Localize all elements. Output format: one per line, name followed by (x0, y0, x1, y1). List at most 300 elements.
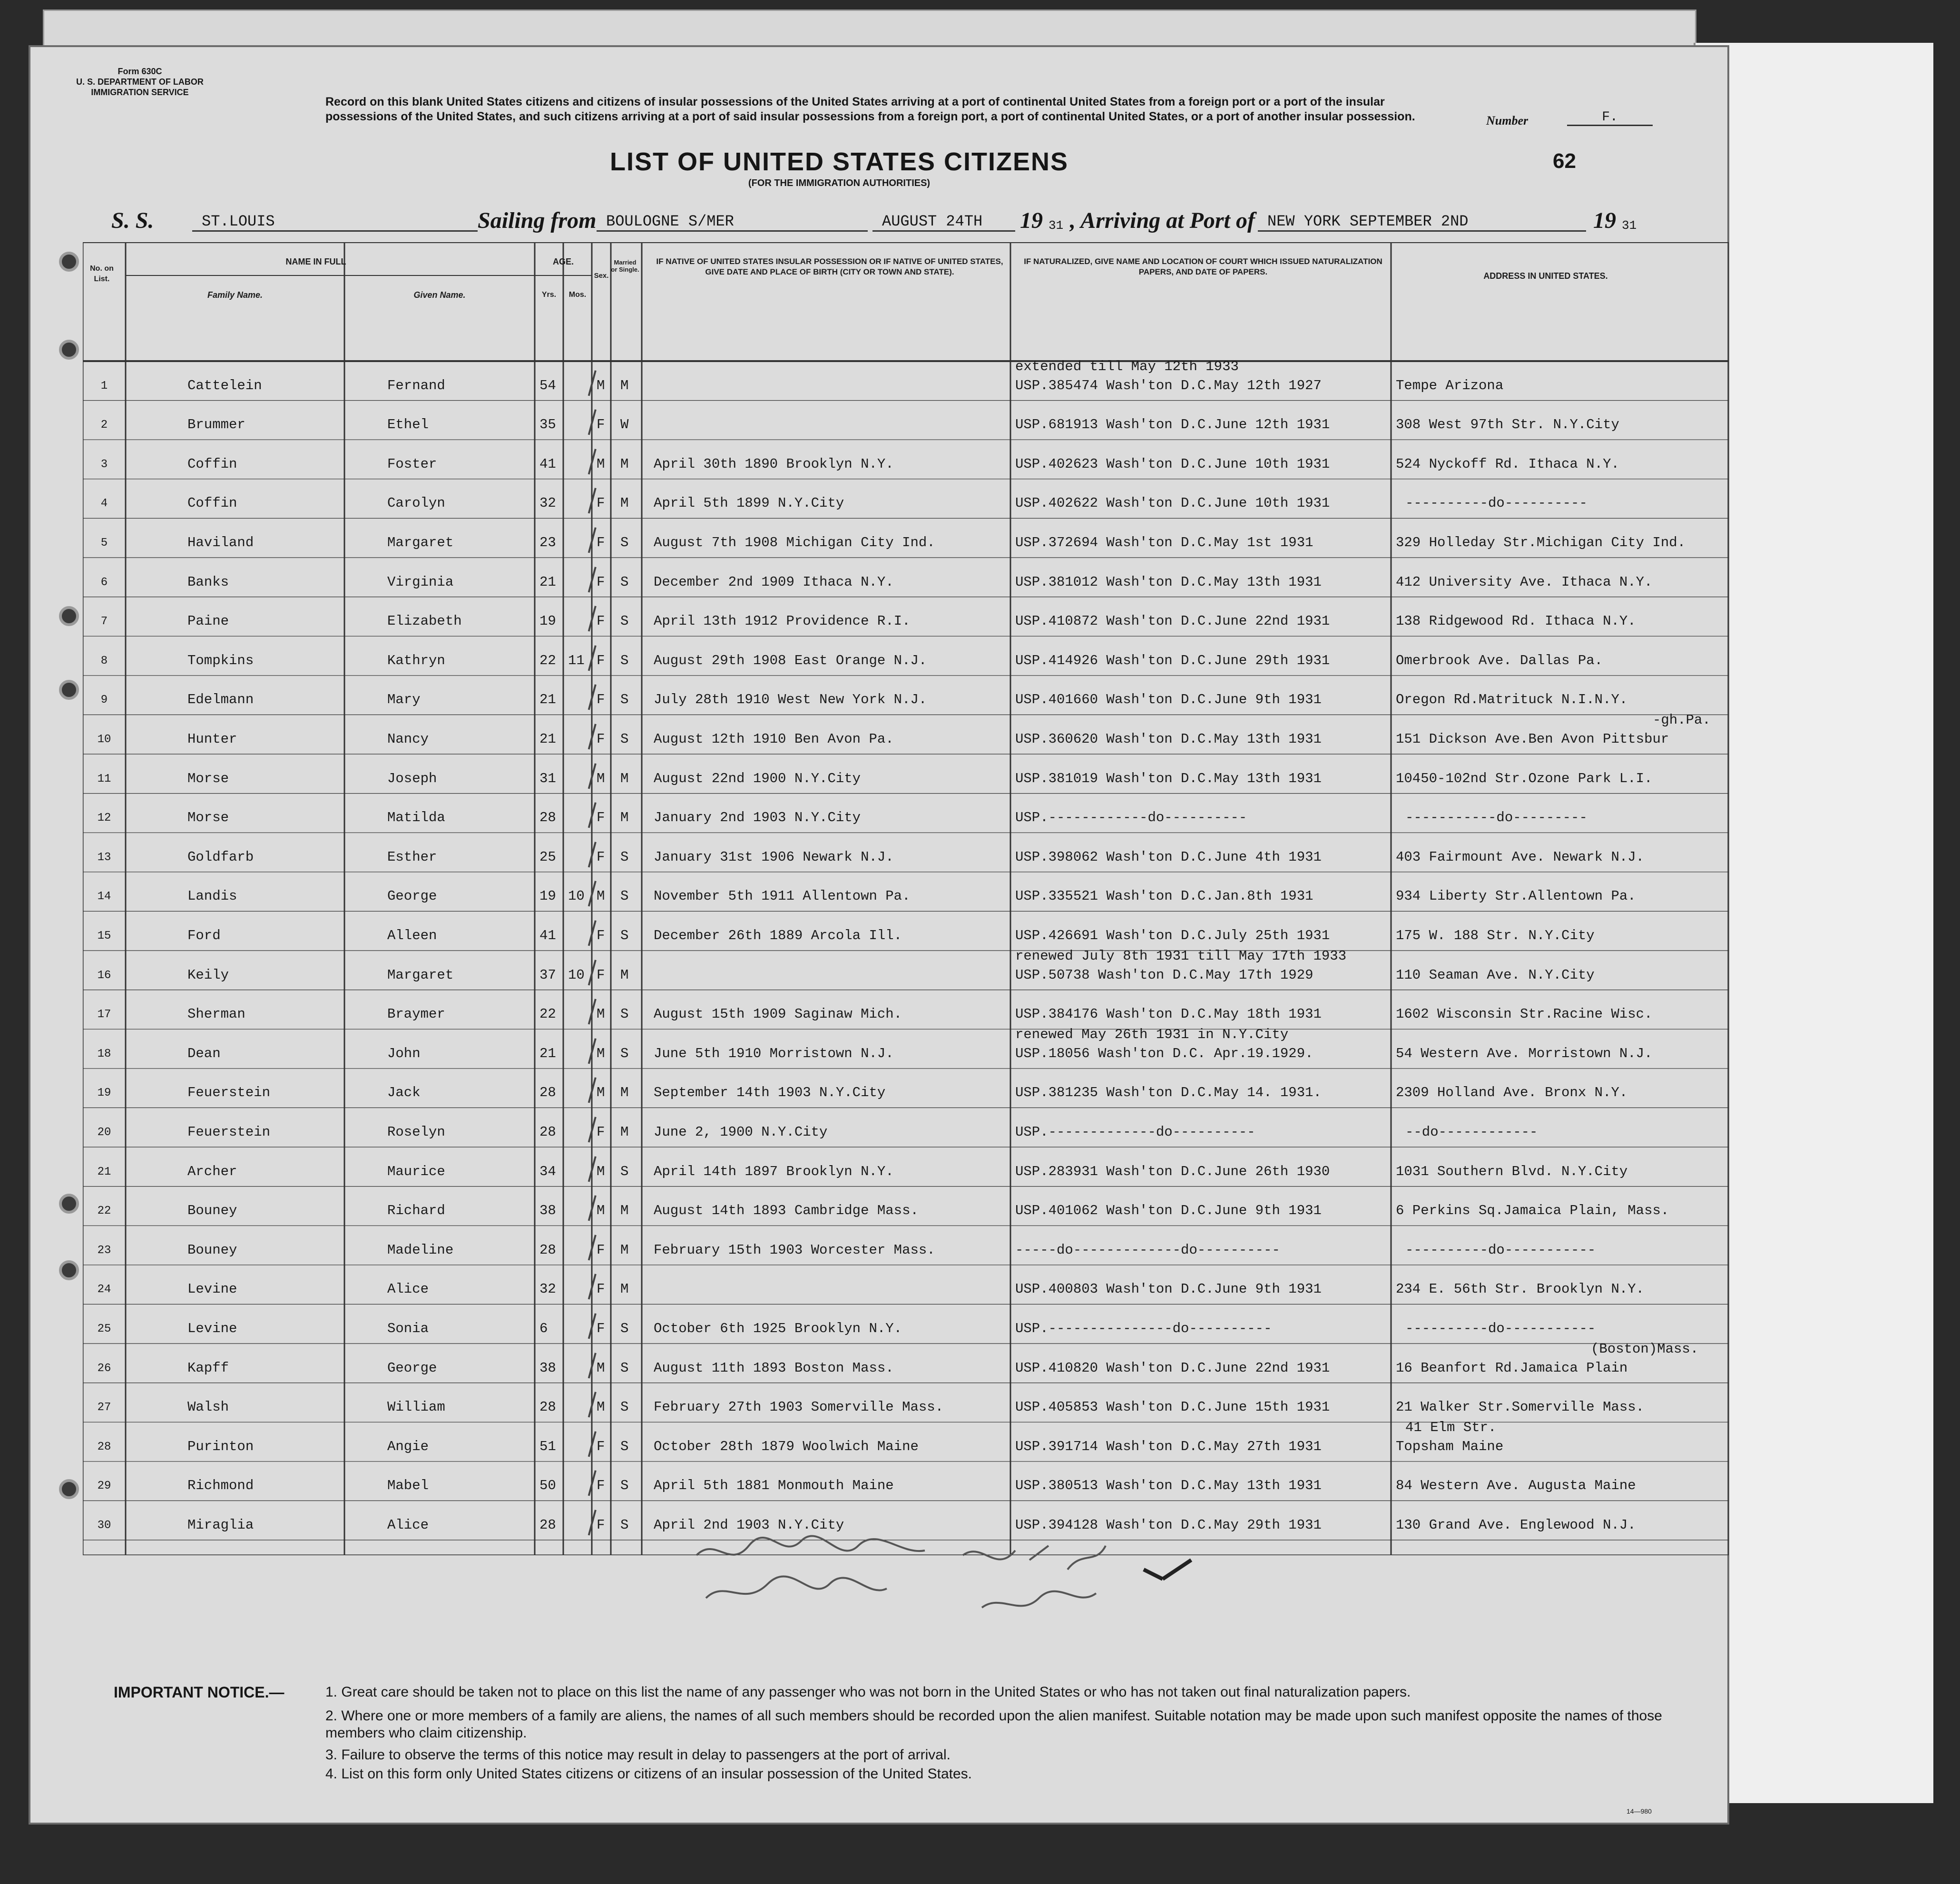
birth-info: April 30th 1890 Brooklyn N.Y. (654, 456, 894, 472)
naturalization-papers: USP.335521 Wash'ton D.C.Jan.8th 1931 (1015, 888, 1313, 904)
sail-year: 31 (1049, 218, 1064, 233)
sex: M (597, 1360, 605, 1376)
naturalization-papers: USP.391714 Wash'ton D.C.May 27th 1931 (1015, 1438, 1322, 1454)
given-name: Jack (387, 1085, 421, 1101)
given-name: Angie (387, 1438, 429, 1454)
col-address: ADDRESS IN UNITED STATES. (1483, 271, 1608, 281)
address: Tempe Arizona (1396, 377, 1504, 393)
page-number: 62 (1553, 149, 1576, 173)
sex: F (597, 1517, 605, 1533)
marital-status: S (620, 692, 629, 708)
age-years: 38 (539, 1360, 556, 1376)
age-years: 28 (539, 1242, 556, 1258)
form-number: Form 630C (118, 67, 162, 76)
age-months: 10 (568, 967, 585, 983)
marital-status: S (620, 1438, 629, 1454)
address-note: 41 Elm Str. (1405, 1419, 1497, 1435)
address: --do------------ (1405, 1124, 1538, 1140)
naturalization-papers: USP.385474 Wash'ton D.C.May 12th 1927 (1015, 377, 1322, 393)
address: 16 Beanfort Rd.Jamaica Plain (1396, 1360, 1628, 1376)
marital-status: M (620, 770, 629, 786)
given-name: Sonia (387, 1321, 429, 1336)
family-name: Tompkins (187, 652, 254, 668)
notice-item-3: 3. Failure to observe the terms of this notice may result in delay to passengers at the port of arrival. (325, 1747, 951, 1763)
number-value: F. (1567, 110, 1653, 126)
sex: F (597, 574, 605, 590)
row-number: 6 (100, 576, 108, 589)
notice-title: IMPORTANT NOTICE.— (114, 1684, 284, 1701)
sex: F (597, 849, 605, 865)
marital-status: W (620, 417, 629, 433)
sex: M (597, 1006, 605, 1022)
instructions: Record on this blank United States citizens and citizens of insular possessions of the United States arriving at a port of continental United States from a foreign port or a port of the insular possessions of the United States, and such citizens arriving at a port of said insular possessions from a foreign port, a port of continental United States, or a port of another insular possession. (325, 95, 1415, 123)
col-given: Given Name. (413, 290, 466, 300)
address: 1031 Southern Blvd. N.Y.City (1396, 1163, 1628, 1179)
birth-info: October 28th 1879 Woolwich Maine (654, 1438, 919, 1454)
family-name: Morse (187, 770, 229, 786)
birth-info: April 13th 1912 Providence R.I. (654, 613, 911, 629)
age-years: 22 (539, 1006, 556, 1022)
naturalization-papers: USP.-------------do---------- (1015, 1124, 1255, 1140)
address: 151 Dickson Ave.Ben Avon Pittsbur (1396, 731, 1669, 747)
marital-status: S (620, 1045, 629, 1061)
family-name: Keily (187, 967, 229, 983)
marital-status: M (620, 1203, 629, 1219)
given-name: Fernand (387, 377, 445, 393)
given-name: Nancy (387, 731, 429, 747)
marital-status: M (620, 1085, 629, 1101)
sex: F (597, 495, 605, 511)
department: U. S. DEPARTMENT OF LABOR (76, 77, 204, 87)
punch-hole (59, 1260, 79, 1280)
row-number: 24 (97, 1283, 111, 1296)
row-number: 11 (97, 772, 111, 785)
given-name: Ethel (387, 417, 429, 433)
ship-name: ST.LOUIS (192, 213, 478, 232)
row-number: 9 (100, 694, 108, 707)
row-number: 29 (97, 1480, 111, 1493)
address: 138 Ridgewood Rd. Ithaca N.Y. (1396, 613, 1636, 629)
naturalization-papers: USP.360620 Wash'ton D.C.May 13th 1931 (1015, 731, 1322, 747)
given-name: Margaret (387, 535, 454, 550)
family-name: Ford (187, 928, 221, 943)
address: ----------do---------- (1405, 495, 1588, 511)
marital-status: M (620, 456, 629, 472)
marital-status: M (620, 810, 629, 826)
birth-info: April 2nd 1903 N.Y.City (654, 1517, 844, 1533)
given-name: Elizabeth (387, 613, 462, 629)
age-years: 50 (539, 1478, 556, 1494)
row-number: 28 (97, 1440, 111, 1453)
sex: F (597, 692, 605, 708)
family-name: Levine (187, 1281, 237, 1297)
family-name: Coffin (187, 456, 237, 472)
marital-status: S (620, 888, 629, 904)
sex: F (597, 1242, 605, 1258)
address: 934 Liberty Str.Allentown Pa. (1396, 888, 1636, 904)
naturalization-papers: USP.410820 Wash'ton D.C.June 22nd 1931 (1015, 1360, 1330, 1376)
age-years: 31 (539, 770, 556, 786)
row-number: 30 (97, 1519, 111, 1532)
given-name: Braymer (387, 1006, 445, 1022)
given-name: William (387, 1399, 445, 1415)
inspector-signature (687, 1527, 1210, 1650)
year-prefix: 19 (1020, 208, 1043, 233)
col-married: Married or Single. (611, 259, 639, 273)
form-identifier (59, 66, 221, 98)
row-number: 23 (97, 1244, 111, 1257)
row-number: 25 (97, 1323, 111, 1335)
sex: F (597, 613, 605, 629)
address: 412 University Ave. Ithaca N.Y. (1396, 574, 1653, 590)
sex: M (597, 1203, 605, 1219)
given-name: Alleen (387, 928, 437, 943)
marital-status: S (620, 1399, 629, 1415)
family-name: Richmond (187, 1478, 254, 1494)
manifest-sheet (29, 45, 1729, 1825)
family-name: Miraglia (187, 1517, 254, 1533)
sex: F (597, 810, 605, 826)
birth-info: November 5th 1911 Allentown Pa. (654, 888, 911, 904)
age-years: 37 (539, 967, 556, 983)
naturalization-papers: USP.384176 Wash'ton D.C.May 18th 1931 (1015, 1006, 1322, 1022)
naturalization-papers: USP.380513 Wash'ton D.C.May 13th 1931 (1015, 1478, 1322, 1494)
marital-status: M (620, 1124, 629, 1140)
naturalization-papers: USP.426691 Wash'ton D.C.July 25th 1931 (1015, 928, 1330, 943)
naturalization-papers: USP.------------do---------- (1015, 810, 1247, 826)
row-number: 8 (100, 654, 108, 667)
marital-status: S (620, 1360, 629, 1376)
marital-status: S (620, 1163, 629, 1179)
col-name-in-full: NAME IN FULL (285, 257, 346, 266)
age-years: 41 (539, 456, 556, 472)
address: 21 Walker Str.Somerville Mass. (1396, 1399, 1645, 1415)
age-years: 22 (539, 652, 556, 668)
marital-status: S (620, 928, 629, 943)
address: 234 E. 56th Str. Brooklyn N.Y. (1396, 1281, 1645, 1297)
given-name: Alice (387, 1517, 429, 1533)
birth-info: September 14th 1903 N.Y.City (654, 1085, 886, 1101)
address: 2309 Holland Ave. Bronx N.Y. (1396, 1085, 1628, 1101)
birth-info: December 2nd 1909 Ithaca N.Y. (654, 574, 894, 590)
family-name: Archer (187, 1163, 237, 1179)
sex: F (597, 731, 605, 747)
age-years: 34 (539, 1163, 556, 1179)
age-years: 28 (539, 810, 556, 826)
sail-date: AUGUST 24TH (872, 213, 1015, 232)
given-name: Virginia (387, 574, 454, 590)
arriving-label: , Arriving at Port of (1070, 208, 1255, 233)
col-age: AGE. (552, 257, 574, 266)
address: 329 Holleday Str.Michigan City Ind. (1396, 535, 1686, 550)
age-years: 54 (539, 377, 556, 393)
given-name: Carolyn (387, 495, 445, 511)
notice-item-2: 2. Where one or more members of a family are aliens, the names of all such members should be recorded upon the alien manifest. Suitable notation may be made upon such manifest opposite the names of those members who claim citizenship. (325, 1708, 1662, 1741)
address: 10450-102nd Str.Ozone Park L.I. (1396, 770, 1653, 786)
given-name: Mary (387, 692, 421, 708)
row-number: 21 (97, 1165, 111, 1178)
row-number: 17 (97, 1008, 111, 1021)
notice-item-1: 1. Great care should be taken not to place on this list the name of any passenger who was not born in the United States or who has not taken out final naturalization papers. (325, 1684, 1411, 1700)
birth-info: January 31st 1906 Newark N.J. (654, 849, 894, 865)
address: 175 W. 188 Str. N.Y.City (1396, 928, 1595, 943)
age-years: 19 (539, 888, 556, 904)
birth-info: August 7th 1908 Michigan City Ind. (654, 535, 935, 550)
family-name: Haviland (187, 535, 254, 550)
address: 110 Seaman Ave. N.Y.City (1396, 967, 1595, 983)
age-years: 32 (539, 495, 556, 511)
address: 54 Western Ave. Morristown N.J. (1396, 1045, 1653, 1061)
row-number: 5 (100, 537, 108, 550)
col-mos: Mos. (568, 291, 587, 299)
birth-info: February 27th 1903 Somerville Mass. (654, 1399, 944, 1415)
family-name: Feuerstein (187, 1124, 271, 1140)
address: Topsham Maine (1396, 1438, 1504, 1454)
naturalization-note: extended till May 12th 1933 (1015, 358, 1239, 374)
sex: F (597, 1478, 605, 1494)
birth-info: July 28th 1910 West New York N.J. (654, 692, 927, 708)
punch-hole (59, 340, 79, 360)
sailing-label: Sailing from (478, 208, 597, 233)
naturalization-papers: USP.394128 Wash'ton D.C.May 29th 1931 (1015, 1517, 1322, 1533)
naturalization-papers: -----do-------------do---------- (1015, 1242, 1280, 1258)
naturalization-papers: USP.405853 Wash'ton D.C.June 15th 1931 (1015, 1399, 1330, 1415)
punch-hole (59, 252, 79, 272)
row-number: 10 (97, 733, 111, 746)
age-years: 21 (539, 731, 556, 747)
sex: F (597, 417, 605, 433)
given-name: Maurice (387, 1163, 445, 1179)
row-number: 15 (97, 930, 111, 942)
birth-info: June 2, 1900 N.Y.City (654, 1124, 828, 1140)
row-number: 22 (97, 1205, 111, 1218)
age-years: 28 (539, 1085, 556, 1101)
given-name: Mabel (387, 1478, 429, 1494)
birth-info: August 29th 1908 East Orange N.J. (654, 652, 927, 668)
family-name: Walsh (187, 1399, 229, 1415)
address-note: (Boston)Mass. (1591, 1341, 1699, 1357)
naturalization-papers: USP.18056 Wash'ton D.C. Apr.19.1929. (1015, 1045, 1313, 1061)
page-subtitle: (FOR THE IMMIGRATION AUTHORITIES) (748, 178, 931, 188)
birth-info: April 5th 1881 Monmouth Maine (654, 1478, 894, 1494)
age-years: 28 (539, 1399, 556, 1415)
sex: F (597, 1124, 605, 1140)
sex: M (597, 888, 605, 904)
row-number: 7 (100, 615, 108, 628)
birth-info: August 15th 1909 Saginaw Mich. (654, 1006, 902, 1022)
birth-info: April 14th 1897 Brooklyn N.Y. (654, 1163, 894, 1179)
sex: M (597, 1399, 605, 1415)
address: 6 Perkins Sq.Jamaica Plain, Mass. (1396, 1203, 1669, 1219)
age-years: 21 (539, 1045, 556, 1061)
age-years: 25 (539, 849, 556, 865)
age-years: 19 (539, 613, 556, 629)
age-years: 51 (539, 1438, 556, 1454)
given-name: Madeline (387, 1242, 454, 1258)
marital-status: S (620, 849, 629, 865)
birth-info: February 15th 1903 Worcester Mass. (654, 1242, 935, 1258)
col-naturalized: IF NATURALIZED, GIVE NAME AND LOCATION OF COURT WHICH ISSUED NATURALIZATION PAPERS, AND DATE OF PAPERS. (1024, 257, 1382, 276)
family-name: Kapff (187, 1360, 229, 1376)
sex: M (597, 770, 605, 786)
birth-info: August 14th 1893 Cambridge Mass. (654, 1203, 919, 1219)
marital-status: S (620, 731, 629, 747)
age-years: 41 (539, 928, 556, 943)
punch-hole (59, 1194, 79, 1214)
sex: M (597, 1045, 605, 1061)
sex: M (597, 1085, 605, 1101)
given-name: Margaret (387, 967, 454, 983)
given-name: Joseph (387, 770, 437, 786)
birth-info: June 5th 1910 Morristown N.J. (654, 1045, 894, 1061)
age-years: 28 (539, 1124, 556, 1140)
birth-info: December 26th 1889 Arcola Ill. (654, 928, 902, 943)
sex: M (597, 377, 605, 393)
age-years: 21 (539, 692, 556, 708)
marital-status: S (620, 535, 629, 550)
family-name: Coffin (187, 495, 237, 511)
given-name: Foster (387, 456, 437, 472)
address: ----------do----------- (1405, 1321, 1596, 1336)
naturalization-papers: USP.681913 Wash'ton D.C.June 12th 1931 (1015, 417, 1330, 433)
family-name: Brummer (187, 417, 245, 433)
age-years: 23 (539, 535, 556, 550)
marital-status: S (620, 1478, 629, 1494)
family-name: Edelmann (187, 692, 254, 708)
given-name: John (387, 1045, 421, 1061)
family-name: Dean (187, 1045, 221, 1061)
family-name: Hunter (187, 731, 237, 747)
notice-item-4: 4. List on this form only United States citizens or citizens of an insular possession of the United States. (325, 1766, 972, 1782)
naturalization-papers: USP.381019 Wash'ton D.C.May 13th 1931 (1015, 770, 1322, 786)
family-name: Paine (187, 613, 229, 629)
age-years: 35 (539, 417, 556, 433)
ss-label: S. S. (111, 208, 154, 233)
col-sex: Sex. (594, 272, 609, 280)
birth-info: August 11th 1893 Boston Mass. (654, 1360, 894, 1376)
birth-info: August 22nd 1900 N.Y.City (654, 770, 861, 786)
family-name: Landis (187, 888, 237, 904)
naturalization-papers: USP.---------------do---------- (1015, 1321, 1272, 1336)
row-number: 19 (97, 1087, 111, 1100)
given-name: Kathryn (387, 652, 445, 668)
given-name: Esther (387, 849, 437, 865)
naturalization-papers: USP.50738 Wash'ton D.C.May 17th 1929 (1015, 967, 1313, 983)
naturalization-papers: USP.401660 Wash'ton D.C.June 9th 1931 (1015, 692, 1322, 708)
birth-info: January 2nd 1903 N.Y.City (654, 810, 861, 826)
naturalization-papers: USP.414926 Wash'ton D.C.June 29th 1931 (1015, 652, 1330, 668)
address: 524 Nyckoff Rd. Ithaca N.Y. (1396, 456, 1619, 472)
birth-info: October 6th 1925 Brooklyn N.Y. (654, 1321, 902, 1336)
given-name: Alice (387, 1281, 429, 1297)
marital-status: S (620, 574, 629, 590)
naturalization-note: renewed July 8th 1931 till May 17th 1933 (1015, 948, 1347, 964)
naturalization-papers: USP.401062 Wash'ton D.C.June 9th 1931 (1015, 1203, 1322, 1219)
row-number: 13 (97, 851, 111, 864)
marital-status: S (620, 613, 629, 629)
naturalization-papers: USP.381012 Wash'ton D.C.May 13th 1931 (1015, 574, 1322, 590)
naturalization-papers: USP.381235 Wash'ton D.C.May 14. 1931. (1015, 1085, 1322, 1101)
row-number: 4 (100, 497, 108, 510)
age-months: 10 (568, 888, 585, 904)
col-yrs: Yrs. (541, 291, 557, 299)
marital-status: S (620, 1517, 629, 1533)
family-name: Bouney (187, 1203, 237, 1219)
address: 130 Grand Ave. Englewood N.J. (1396, 1517, 1636, 1533)
naturalization-note: renewed May 26th 1931 in N.Y.City (1015, 1026, 1289, 1042)
family-name: Feuerstein (187, 1085, 271, 1101)
punch-hole (59, 1479, 79, 1499)
marital-status: S (620, 652, 629, 668)
marital-status: M (620, 1242, 629, 1258)
punch-hole (59, 606, 79, 626)
arrival-year-prefix: 19 (1593, 208, 1616, 233)
footer-code: 14—980 (1627, 1807, 1652, 1815)
address: 1602 Wisconsin Str.Racine Wisc. (1396, 1006, 1653, 1022)
row-number: 14 (97, 890, 111, 903)
naturalization-papers: USP.402623 Wash'ton D.C.June 10th 1931 (1015, 456, 1330, 472)
naturalization-papers: USP.402622 Wash'ton D.C.June 10th 1931 (1015, 495, 1330, 511)
col-no: No. on List. (90, 265, 114, 283)
age-months: 11 (568, 652, 585, 668)
family-name: Sherman (187, 1006, 245, 1022)
family-name: Bouney (187, 1242, 237, 1258)
family-name: Levine (187, 1321, 237, 1336)
age-years: 6 (539, 1321, 548, 1336)
page-title: LIST OF UNITED STATES CITIZENS (610, 147, 1068, 176)
row-number: 3 (100, 458, 108, 471)
given-name: George (387, 888, 437, 904)
arrival-year: 31 (1622, 218, 1637, 233)
row-number: 16 (97, 969, 111, 982)
address: 403 Fairmount Ave. Newark N.J. (1396, 849, 1645, 865)
naturalization-papers: USP.283931 Wash'ton D.C.June 26th 1930 (1015, 1163, 1330, 1179)
address-note: -gh.Pa. (1653, 712, 1711, 728)
sex: M (597, 1163, 605, 1179)
family-name: Banks (187, 574, 229, 590)
family-name: Goldfarb (187, 849, 254, 865)
naturalization-papers: USP.398062 Wash'ton D.C.June 4th 1931 (1015, 849, 1322, 865)
birth-info: April 5th 1899 N.Y.City (654, 495, 844, 511)
family-name: Cattelein (187, 377, 262, 393)
col-family: Family Name. (207, 290, 263, 300)
marital-status: S (620, 1321, 629, 1336)
sex: F (597, 967, 605, 983)
age-years: 38 (539, 1203, 556, 1219)
age-years: 21 (539, 574, 556, 590)
row-number: 2 (100, 419, 108, 432)
row-number: 18 (97, 1047, 111, 1060)
row-number: 26 (97, 1362, 111, 1375)
sex: M (597, 456, 605, 472)
underlying-page-right (1694, 43, 1933, 1803)
service: IMMIGRATION SERVICE (91, 88, 189, 97)
age-years: 28 (539, 1517, 556, 1533)
sex: F (597, 1321, 605, 1336)
marital-status: S (620, 1006, 629, 1022)
sex: F (597, 535, 605, 550)
marital-status: M (620, 1281, 629, 1297)
number-label: Number (1486, 114, 1529, 128)
row-number: 12 (97, 812, 111, 825)
row-number: 1 (100, 379, 108, 392)
row-number: 27 (97, 1401, 111, 1414)
address: ----------do----------- (1405, 1242, 1596, 1258)
sex: F (597, 652, 605, 668)
address: Oregon Rd.Matrituck N.I.N.Y. (1396, 692, 1628, 708)
from-port: BOULOGNE S/MER (597, 213, 868, 232)
naturalization-papers: USP.400803 Wash'ton D.C.June 9th 1931 (1015, 1281, 1322, 1297)
